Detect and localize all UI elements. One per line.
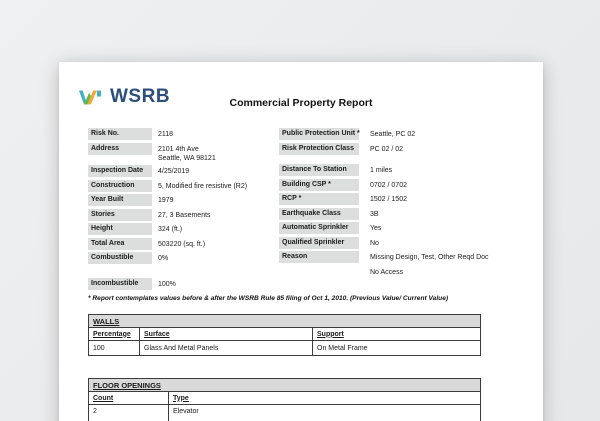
walls-title-row [89, 315, 481, 328]
field-value: 0% [158, 255, 169, 262]
column-header-surface: Surface [140, 328, 313, 341]
floor-openings-data-row [89, 405, 481, 421]
field-row-combustible [88, 252, 278, 264]
field-row-year-built [88, 194, 278, 206]
field-row-stories [88, 209, 278, 221]
field-label: Incombustible [88, 278, 152, 290]
column-header-count: Count [89, 392, 169, 405]
field-label: Inspection Date [88, 165, 152, 177]
field-value: Yes [370, 225, 382, 232]
field-row-risk-protection-class [279, 143, 514, 162]
field-row-automatic-sprinkler [279, 222, 514, 234]
address-line-2: Seattle, WA 98121 [158, 154, 216, 162]
field-row-total-area [88, 238, 278, 250]
field-row-qualified-sprinkler [279, 237, 514, 249]
field-label: Year Built [88, 194, 152, 206]
field-row-inspection-date [88, 165, 278, 177]
field-column-left [88, 128, 278, 267]
field-row-risk-no [88, 128, 278, 140]
field-value [158, 143, 216, 163]
field-label: Risk No. [88, 128, 152, 140]
field-value: No [370, 239, 379, 247]
field-value: 5, Modified fire resistive (R2) [158, 182, 248, 190]
field-label: Earthquake Class [279, 208, 359, 220]
field-label: Height [88, 223, 152, 235]
field-label: Building CSP * [279, 179, 359, 191]
field-label: Public Protection Unit * [279, 128, 359, 140]
field-value: 4/25/2019 [158, 168, 190, 175]
field-row-incombustible [88, 278, 176, 290]
field-label: Address [88, 143, 152, 155]
field-row-building-csp [279, 179, 514, 191]
field-value [370, 251, 489, 277]
field-label: Reason [279, 251, 359, 263]
field-row-distance-to-station [279, 164, 514, 176]
cell-surface: Glass And Metal Panels [140, 341, 313, 356]
field-row-height [88, 223, 278, 235]
field-row-rcp [279, 193, 514, 205]
field-label: Construction [88, 180, 152, 192]
walls-table-title: WALLS [89, 315, 481, 328]
field-column-right [279, 128, 514, 279]
field-label: Automatic Sprinkler [279, 222, 359, 234]
column-header-percentage: Percentage [89, 328, 140, 341]
field-row-reason [279, 251, 514, 277]
field-label: Qualified Sprinkler [279, 237, 359, 249]
field-value: 2118 [158, 131, 174, 138]
walls-header-row [89, 328, 481, 341]
field-value: 3B [370, 210, 379, 218]
field-label: Distance To Station [279, 164, 359, 176]
field-value: 503220 (sq. ft.) [158, 240, 206, 248]
cell-count: 2 [89, 405, 169, 421]
field-value: 27, 3 Basements [158, 211, 211, 219]
field-label: Risk Protection Class [279, 143, 359, 155]
field-value: 0702 / 0702 [370, 181, 407, 189]
field-value: PC 02 / 02 [370, 145, 404, 153]
floor-openings-table [88, 378, 481, 421]
wsrb-logo-text: WSRB [110, 86, 171, 107]
reason-line-2: No Access [370, 268, 404, 276]
address-line-1: 2101 4th Ave [158, 145, 199, 153]
field-row-construction [88, 180, 278, 192]
reason-line-1: Missing Design, Test, Other Reqd Doc [370, 254, 489, 261]
field-value: 1979 [158, 197, 174, 204]
field-row-address [88, 143, 278, 163]
walls-data-row [89, 341, 481, 356]
field-label: Total Area [88, 238, 152, 250]
field-value: Seattle, PC 02 [370, 131, 416, 138]
floor-openings-title-row [89, 379, 481, 392]
field-row-earthquake-class [279, 208, 514, 220]
cell-support: On Metal Frame [313, 341, 481, 356]
field-label: RCP * [279, 193, 359, 205]
floor-openings-table-title: FLOOR OPENINGS [89, 379, 481, 392]
field-label: Combustible [88, 252, 152, 264]
field-value: 1502 / 1502 [370, 196, 407, 203]
field-value: 100% [158, 281, 176, 288]
column-header-type: Type [169, 392, 481, 405]
walls-table [88, 314, 481, 356]
report-page [59, 62, 543, 421]
page-title: Commercial Property Report [229, 97, 373, 109]
field-value: 1 miles [370, 167, 393, 174]
floor-openings-header-row [89, 392, 481, 405]
column-header-support: Support [313, 328, 481, 341]
rule-85-footnote: * Report contemplates values before & after the WSRB Rule 85 filing of Oct 1, 2010. (Previous Value/ Current Value) [88, 295, 449, 302]
field-row-public-protection-unit [279, 128, 514, 140]
cell-percentage: 100 [89, 341, 140, 356]
field-label: Stories [88, 209, 152, 221]
cell-type: Elevator [169, 405, 481, 421]
field-value: 324 (ft.) [158, 226, 183, 233]
